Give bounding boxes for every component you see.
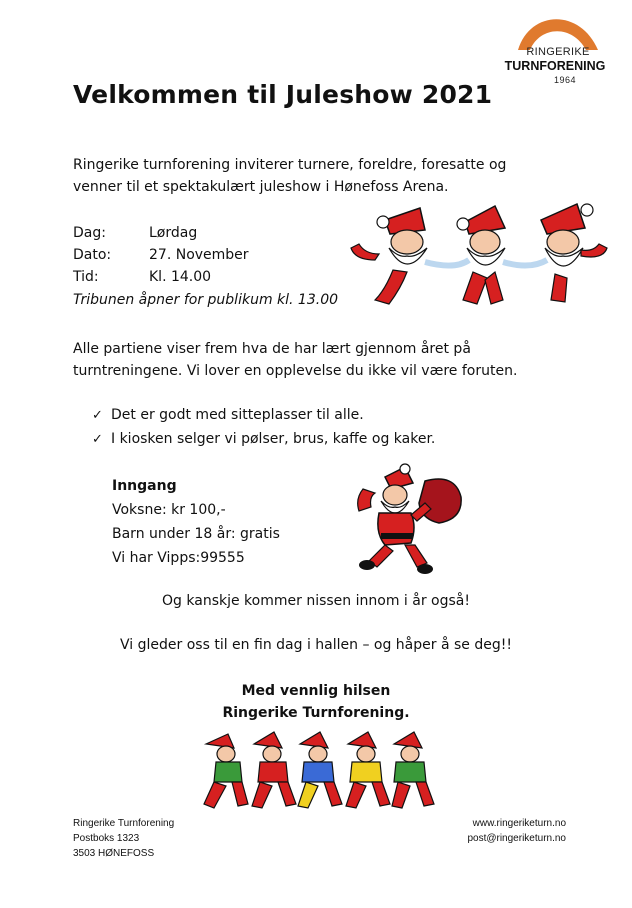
logo-year: 1964	[553, 75, 577, 85]
footer-org: Ringerike Turnforening	[73, 818, 175, 829]
checkmark-icon: ✓	[92, 408, 103, 423]
elves-row-illustration	[198, 730, 438, 812]
checklist	[92, 404, 435, 452]
detail-row-day	[73, 222, 249, 244]
checkmark-icon: ✓	[92, 432, 103, 447]
entry-info	[112, 474, 280, 570]
tribune-note: Tribunen åpner for publikum kl. 13.00	[73, 292, 339, 308]
entry-heading: Inngang	[112, 478, 177, 494]
detail-row-date	[73, 244, 249, 266]
list-item-text: I kiosken selger vi pølser, brus, kaffe og kaker.	[111, 431, 436, 447]
closing-line: Vi gleder oss til en fin dag i hallen – og håper å se deg!!	[120, 637, 512, 653]
footer-website-link[interactable]: www.ringeriketurn.no	[472, 818, 566, 829]
list-item-text: Det er godt med sitteplasser til alle.	[111, 407, 364, 423]
detail-value: Kl. 14.00	[149, 269, 212, 285]
event-details	[73, 222, 249, 288]
regards-signature: Ringerike Turnforening.	[222, 705, 410, 721]
detail-label: Dag:	[73, 225, 106, 241]
santas-group-illustration	[345, 200, 615, 310]
intro-text: Ringerike turnforening inviterer turnere, foreldre, foresatte og venner til et spektakulært juleshow i Hønefoss Arena.	[73, 157, 507, 195]
detail-value: Lørdag	[149, 225, 198, 241]
entry-vipps: Vi har Vipps:99555	[112, 550, 245, 566]
club-logo	[500, 10, 610, 90]
running-santa-illustration	[345, 463, 467, 578]
footer-address	[73, 816, 174, 861]
regards-line: Med vennlig hilsen	[241, 683, 391, 699]
page-title: Velkommen til Juleshow 2021	[73, 80, 493, 109]
list-item	[92, 404, 435, 428]
entry-adults: Voksne: kr 100,-	[112, 502, 226, 518]
footer-email-link[interactable]: post@ringeriketurn.no	[467, 833, 566, 844]
list-item	[92, 428, 435, 452]
detail-label: Tid:	[73, 269, 99, 285]
detail-label: Dato:	[73, 247, 112, 263]
footer-contact	[420, 816, 566, 846]
logo-top-text: RINGERIKE	[526, 46, 590, 58]
regards	[0, 680, 632, 724]
santa-line: Og kanskje kommer nissen innom i år også!	[162, 593, 470, 609]
description-text: Alle partiene viser frem hva de har lært gjennom året på turntreningene. Vi lover en opplevelse du ikke vil være foruten.	[73, 341, 518, 379]
entry-children: Barn under 18 år: gratis	[112, 526, 280, 542]
footer-city: 3503 HØNEFOSS	[73, 848, 155, 859]
detail-value: 27. November	[149, 247, 249, 263]
detail-row-time	[73, 266, 249, 288]
footer-postbox: Postboks 1323	[73, 833, 140, 844]
logo-main-text: TURNFORENING	[504, 59, 606, 73]
